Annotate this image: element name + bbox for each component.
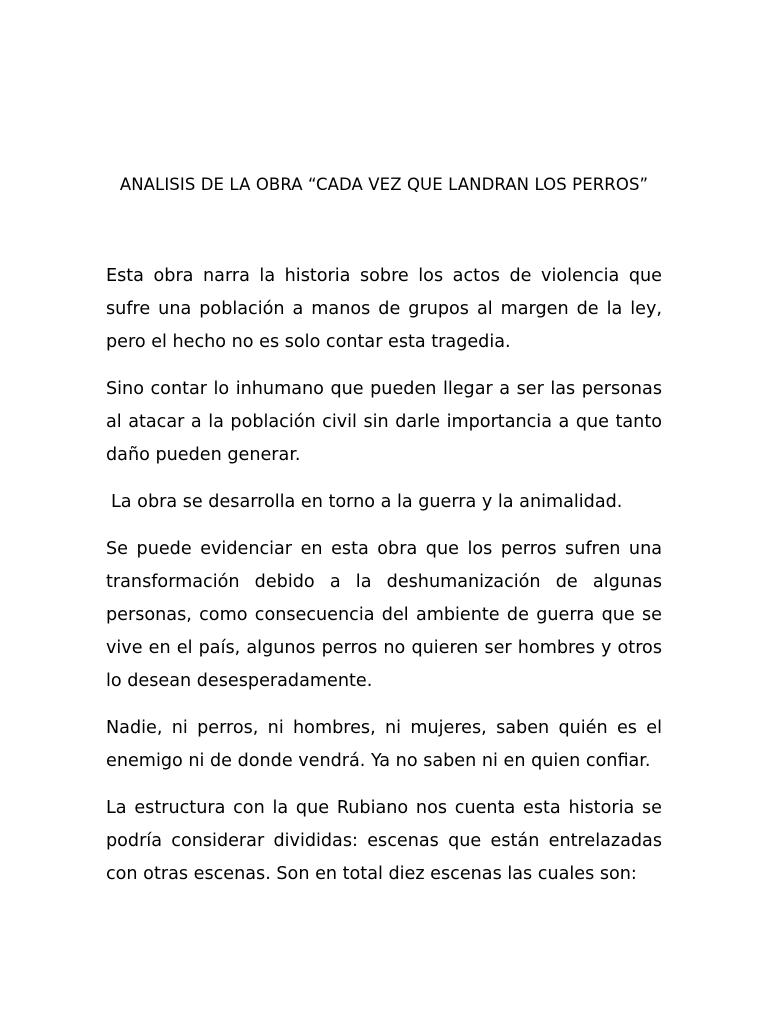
paragraph-5: Nadie, ni perros, ni hombres, ni mujeres, saben quién es el enemigo ni de donde vendrá. Ya no saben ni en quien confiar. <box>106 718 662 771</box>
document-body <box>106 260 662 905</box>
paragraph-1: Esta obra narra la historia sobre los actos de violencia que sufre una población a manos de grupos al margen de la ley, pero el hecho no es solo contar esta tragedia. <box>106 266 662 352</box>
paragraph-6: La estructura con la que Rubiano nos cuenta esta historia se podría considerar divididas: escenas que están entrelazadas con otras escenas. Son en total diez escenas las cuales son: <box>106 798 662 884</box>
document-title: ANALISIS DE LA OBRA “CADA VEZ QUE LANDRAN LOS PERROS” <box>119 175 649 194</box>
paragraph-3: La obra se desarrolla en torno a la guerra y la animalidad. <box>111 492 623 512</box>
paragraph-4: Se puede evidenciar en esta obra que los perros sufren una transformación debido a la deshumanización de algunas personas, como consecuencia del ambiente de guerra que se vive en el país, algunos perros no quieren ser hombres y otros lo desean desesperadamente. <box>106 539 662 691</box>
paragraph-2: Sino contar lo inhumano que pueden llegar a ser las personas al atacar a la población civil sin darle importancia a que tanto daño pueden generar. <box>106 379 662 465</box>
